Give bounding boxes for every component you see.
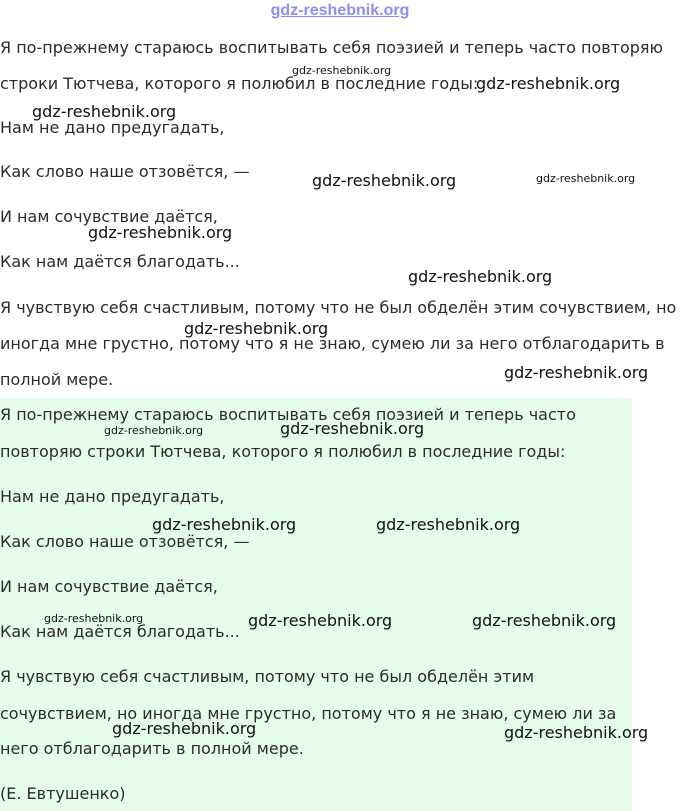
text-line: строки Тютчева, которого я полюбил в последние годы: bbox=[0, 74, 479, 93]
text-line: Нам не дано предугадать, bbox=[0, 118, 225, 137]
answer-line: Нам не дано предугадать, bbox=[0, 487, 225, 506]
answer-line: повторяю строки Тютчева, которого я полюбил в последние годы: bbox=[0, 442, 566, 461]
watermark: gdz-reshebnik.org bbox=[476, 74, 621, 93]
watermark: gdz-reshebnik.org bbox=[104, 424, 204, 437]
watermark: gdz-reshebnik.org bbox=[504, 723, 649, 742]
text-line: И нам сочувствие даётся, bbox=[0, 207, 218, 226]
watermark: gdz-reshebnik.org bbox=[184, 319, 329, 338]
answer-line: сочувствием, но иногда мне грустно, потому что я не знаю, сумею ли за bbox=[0, 704, 617, 723]
watermark: gdz-reshebnik.org bbox=[248, 611, 393, 630]
watermark: gdz-reshebnik.org bbox=[536, 172, 636, 185]
watermark: gdz-reshebnik.org bbox=[292, 64, 392, 77]
answer-line: Я по-прежнему стараюсь воспитывать себя поэзией и теперь часто bbox=[0, 405, 576, 424]
text-line: иногда мне грустно, потому что я не знаю, сумею ли за него отблагодарить в bbox=[0, 334, 665, 353]
watermark: gdz-reshebnik.org bbox=[88, 223, 233, 242]
watermark: gdz-reshebnik.org bbox=[376, 515, 521, 534]
answer-line: Я чувствую себя счастливым, потому что не был обделён этим bbox=[0, 667, 535, 686]
watermark: gdz-reshebnik.org bbox=[472, 611, 617, 630]
watermark: gdz-reshebnik.org bbox=[44, 612, 144, 625]
author-signature: (Е. Евтушенко) bbox=[0, 784, 126, 803]
watermark: gdz-reshebnik.org bbox=[504, 363, 649, 382]
answer-line: Как слово наше отзовётся, — bbox=[0, 532, 250, 551]
text-line: полной мере. bbox=[0, 370, 114, 389]
answer-line: Как нам даётся благодать... bbox=[0, 622, 240, 641]
text-line: Как слово наше отзовётся, — bbox=[0, 162, 250, 181]
text-line: Как нам даётся благодать... bbox=[0, 252, 240, 271]
watermark: gdz-reshebnik.org bbox=[408, 267, 553, 286]
watermark: gdz-reshebnik.org bbox=[32, 102, 177, 121]
watermark: gdz-reshebnik.org bbox=[152, 515, 297, 534]
answer-line: него отблагодарить в полной мере. bbox=[0, 739, 304, 758]
answer-line: И нам сочувствие даётся, bbox=[0, 577, 218, 596]
site-link[interactable]: gdz-reshebnik.org bbox=[270, 2, 410, 19]
text-line: Я чувствую себя счастливым, потому что не был обделён этим сочувствием, но bbox=[0, 298, 677, 317]
watermark: gdz-reshebnik.org bbox=[280, 419, 425, 438]
watermark: gdz-reshebnik.org bbox=[312, 171, 457, 190]
text-line: Я по-прежнему стараюсь воспитывать себя поэзией и теперь часто повторяю bbox=[0, 38, 663, 57]
watermark: gdz-reshebnik.org bbox=[112, 719, 257, 738]
